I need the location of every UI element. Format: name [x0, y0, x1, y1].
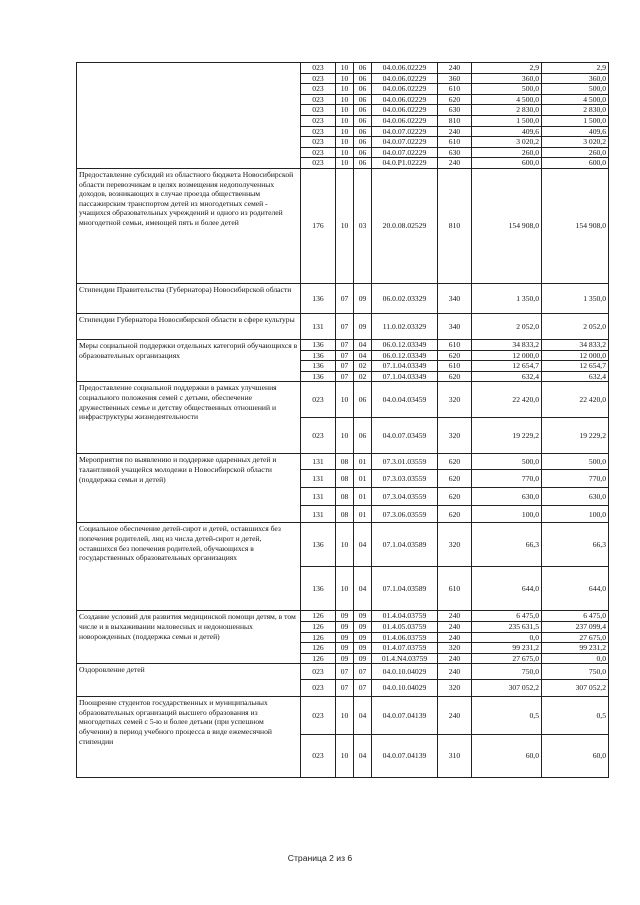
- cell-a: 136: [301, 523, 336, 567]
- cell-f: 1 500,0: [472, 115, 542, 126]
- cell-e: 810: [438, 115, 472, 126]
- table-row: [77, 313, 609, 339]
- cell-f: 4 500,0: [472, 94, 542, 105]
- cell-a: 131: [301, 313, 336, 339]
- cell-c: 06: [354, 126, 372, 137]
- cell-d: 06.0.02.03329: [372, 283, 438, 313]
- cell-c: 01: [354, 506, 372, 523]
- cell-g: 0,5: [542, 697, 609, 735]
- cell-d: 04.0.06.02229: [372, 115, 438, 126]
- cell-g: 27 675,0: [542, 632, 609, 643]
- cell-b: 08: [336, 506, 354, 523]
- cell-c: 01: [354, 488, 372, 506]
- cell-b: 08: [336, 488, 354, 506]
- cell-e: 240: [438, 158, 472, 169]
- cell-d: 04.0.10.04029: [372, 664, 438, 680]
- cell-f: 19 229,2: [472, 418, 542, 454]
- cell-a: 131: [301, 470, 336, 488]
- cell-c: 06: [354, 137, 372, 148]
- cell-f: 12 000,0: [472, 350, 542, 361]
- cell-c: 09: [354, 313, 372, 339]
- cell-d: 01.4.06.03759: [372, 632, 438, 643]
- cell-d: 04.0.10.04029: [372, 680, 438, 697]
- cell-a: 023: [301, 664, 336, 680]
- cell-g: 99 231,2: [542, 643, 609, 654]
- cell-d: 06.0.12.03349: [372, 350, 438, 361]
- cell-e: 240: [438, 697, 472, 735]
- cell-b: 10: [336, 735, 354, 778]
- cell-a: 023: [301, 63, 336, 74]
- cell-f: 770,0: [472, 470, 542, 488]
- cell-g: 1 500,0: [542, 115, 609, 126]
- cell-a: 023: [301, 697, 336, 735]
- cell-e: 320: [438, 382, 472, 418]
- cell-b: 10: [336, 147, 354, 158]
- cell-c: 06: [354, 84, 372, 95]
- cell-e: 340: [438, 313, 472, 339]
- cell-e: 360: [438, 73, 472, 84]
- cell-f: 0,0: [472, 632, 542, 643]
- cell-c: 06: [354, 382, 372, 418]
- cell-g: 34 833,2: [542, 339, 609, 350]
- cell-g: 260,0: [542, 147, 609, 158]
- cell-d: 07.1.04.03589: [372, 567, 438, 611]
- cell-g: 409,6: [542, 126, 609, 137]
- cell-e: 630: [438, 147, 472, 158]
- table-row: [77, 382, 609, 418]
- cell-a: 136: [301, 283, 336, 313]
- cell-g: 500,0: [542, 84, 609, 95]
- cell-d: 04.0.04.03459: [372, 382, 438, 418]
- cell-f: 500,0: [472, 84, 542, 95]
- cell-b: 07: [336, 313, 354, 339]
- cell-d: 04.0.06.02229: [372, 94, 438, 105]
- table-row: [77, 63, 609, 74]
- expense-name-cell: Стипендии Губернатора Новосибирской области в сфере культуры: [77, 313, 301, 339]
- cell-b: 10: [336, 418, 354, 454]
- cell-a: 131: [301, 506, 336, 523]
- cell-d: 04.0.07.02229: [372, 126, 438, 137]
- cell-d: 07.1.04.03349: [372, 371, 438, 382]
- expense-name-cell: Стипендии Правительства (Губернатора) Новосибирской области: [77, 283, 301, 313]
- cell-f: 154 908,0: [472, 168, 542, 283]
- cell-f: 6 475,0: [472, 611, 542, 622]
- cell-a: 023: [301, 115, 336, 126]
- cell-a: 023: [301, 73, 336, 84]
- table-row: [77, 168, 609, 283]
- cell-f: 27 675,0: [472, 653, 542, 664]
- cell-g: 12 654,7: [542, 361, 609, 372]
- expense-name-cell: Поощрение студентов государственных и муниципальных образовательных организаций высшего образования из многодетных семей с 5-ю и более детьми (при успешном обучении) в период учебного процесса в виде ежемесячной стипендии: [77, 697, 301, 778]
- cell-d: 07.3.03.03559: [372, 470, 438, 488]
- table-row: [77, 339, 609, 350]
- cell-c: 07: [354, 664, 372, 680]
- cell-c: 04: [354, 697, 372, 735]
- cell-g: 2 052,0: [542, 313, 609, 339]
- cell-d: 07.3.01.03559: [372, 454, 438, 470]
- cell-g: 644,0: [542, 567, 609, 611]
- budget-table-page: [76, 62, 608, 778]
- cell-d: 04.0.06.02229: [372, 63, 438, 74]
- cell-d: 11.0.02.03329: [372, 313, 438, 339]
- cell-f: 409,6: [472, 126, 542, 137]
- table-row: [77, 454, 609, 470]
- expense-name-cell: [77, 63, 301, 169]
- cell-d: 20.0.08.02529: [372, 168, 438, 283]
- cell-c: 09: [354, 283, 372, 313]
- cell-g: 600,0: [542, 158, 609, 169]
- cell-f: 60,0: [472, 735, 542, 778]
- cell-c: 09: [354, 621, 372, 632]
- cell-f: 22 420,0: [472, 382, 542, 418]
- cell-c: 06: [354, 94, 372, 105]
- cell-b: 10: [336, 158, 354, 169]
- cell-b: 10: [336, 84, 354, 95]
- cell-c: 02: [354, 371, 372, 382]
- cell-b: 10: [336, 73, 354, 84]
- cell-a: 023: [301, 418, 336, 454]
- cell-b: 09: [336, 643, 354, 654]
- cell-a: 131: [301, 488, 336, 506]
- cell-f: 12 654,7: [472, 361, 542, 372]
- expense-name-cell: Предоставление субсидий из областного бюджета Новосибирской области перевозчикам в целях возмещения недополученных доходов, возникающих в случае проезда общественным пассажирским транспортом детей из многодетных семей - учащихся образовательных учреждений и одного из родителей многодетной семьи, имеющей пять и более детей: [77, 168, 301, 283]
- cell-b: 10: [336, 382, 354, 418]
- cell-g: 2 830,0: [542, 105, 609, 116]
- cell-f: 2 052,0: [472, 313, 542, 339]
- cell-e: 610: [438, 567, 472, 611]
- cell-c: 06: [354, 63, 372, 74]
- cell-a: 023: [301, 735, 336, 778]
- cell-e: 240: [438, 653, 472, 664]
- cell-c: 09: [354, 611, 372, 622]
- cell-d: 01.4.05.03759: [372, 621, 438, 632]
- expense-name-cell: Оздоровление детей: [77, 664, 301, 697]
- cell-e: 620: [438, 506, 472, 523]
- expense-name-cell: Создание условий для развития медицинской помощи детям, в том числе и в выхаживании маловесных и недоношенных новорожденных (поддержка семьи и детей): [77, 611, 301, 664]
- cell-d: 04.0.07.02229: [372, 137, 438, 148]
- cell-c: 06: [354, 115, 372, 126]
- cell-e: 610: [438, 339, 472, 350]
- table-row: [77, 523, 609, 567]
- cell-a: 023: [301, 382, 336, 418]
- cell-f: 260,0: [472, 147, 542, 158]
- cell-a: 023: [301, 147, 336, 158]
- cell-b: 10: [336, 697, 354, 735]
- cell-e: 340: [438, 283, 472, 313]
- cell-b: 07: [336, 339, 354, 350]
- cell-c: 07: [354, 680, 372, 697]
- cell-d: 07.3.04.03559: [372, 488, 438, 506]
- cell-g: 4 500,0: [542, 94, 609, 105]
- cell-b: 10: [336, 523, 354, 567]
- cell-a: 136: [301, 361, 336, 372]
- cell-g: 19 229,2: [542, 418, 609, 454]
- cell-e: 620: [438, 350, 472, 361]
- cell-f: 307 052,2: [472, 680, 542, 697]
- table-row: [77, 283, 609, 313]
- expense-name-cell: Предоставление социальной поддержки в рамках улучшения социального положения семей с детьми, обеспечение дружественных семье и детству общественных отношений и инфраструктуры жизнедеятельности: [77, 382, 301, 454]
- cell-a: 023: [301, 84, 336, 95]
- cell-f: 0,5: [472, 697, 542, 735]
- cell-b: 09: [336, 611, 354, 622]
- cell-c: 06: [354, 105, 372, 116]
- cell-g: 3 020,2: [542, 137, 609, 148]
- cell-g: 307 052,2: [542, 680, 609, 697]
- cell-e: 620: [438, 470, 472, 488]
- cell-e: 630: [438, 105, 472, 116]
- cell-b: 08: [336, 454, 354, 470]
- cell-d: 04.0.06.02229: [372, 73, 438, 84]
- cell-d: 04.0.07.04139: [372, 735, 438, 778]
- cell-a: 136: [301, 371, 336, 382]
- cell-g: 630,0: [542, 488, 609, 506]
- cell-b: 10: [336, 63, 354, 74]
- cell-a: 126: [301, 653, 336, 664]
- cell-f: 644,0: [472, 567, 542, 611]
- cell-g: 2,9: [542, 63, 609, 74]
- cell-a: 136: [301, 339, 336, 350]
- table-row: [77, 697, 609, 735]
- cell-f: 2,9: [472, 63, 542, 74]
- cell-b: 09: [336, 653, 354, 664]
- cell-f: 600,0: [472, 158, 542, 169]
- cell-g: 22 420,0: [542, 382, 609, 418]
- cell-e: 240: [438, 126, 472, 137]
- cell-e: 610: [438, 84, 472, 95]
- cell-g: 66,3: [542, 523, 609, 567]
- cell-b: 07: [336, 680, 354, 697]
- cell-c: 03: [354, 168, 372, 283]
- cell-b: 07: [336, 283, 354, 313]
- expense-name-cell: Социальное обеспечение детей-сирот и детей, оставшихся без попечения родителей, лиц из числа детей-сирот и детей, оставшихся без попечения родителей, обучающихся в государственных образовательных организациях: [77, 523, 301, 611]
- cell-c: 04: [354, 735, 372, 778]
- cell-e: 810: [438, 168, 472, 283]
- cell-g: 6 475,0: [542, 611, 609, 622]
- cell-d: 01.4.07.03759: [372, 643, 438, 654]
- cell-d: 07.3.06.03559: [372, 506, 438, 523]
- cell-a: 126: [301, 611, 336, 622]
- cell-g: 12 000,0: [542, 350, 609, 361]
- cell-e: 620: [438, 94, 472, 105]
- cell-c: 06: [354, 418, 372, 454]
- cell-g: 237 099,4: [542, 621, 609, 632]
- cell-g: 0,0: [542, 653, 609, 664]
- cell-b: 07: [336, 350, 354, 361]
- cell-b: 07: [336, 371, 354, 382]
- cell-b: 10: [336, 126, 354, 137]
- cell-g: 154 908,0: [542, 168, 609, 283]
- cell-b: 10: [336, 94, 354, 105]
- cell-g: 1 350,0: [542, 283, 609, 313]
- cell-a: 023: [301, 158, 336, 169]
- cell-e: 320: [438, 418, 472, 454]
- table-row: [77, 611, 609, 622]
- cell-e: 610: [438, 137, 472, 148]
- cell-a: 126: [301, 643, 336, 654]
- cell-c: 01: [354, 470, 372, 488]
- cell-b: 07: [336, 664, 354, 680]
- cell-d: 04.0.06.02229: [372, 105, 438, 116]
- cell-e: 620: [438, 454, 472, 470]
- budget-table: [76, 62, 609, 778]
- cell-c: 01: [354, 454, 372, 470]
- cell-c: 06: [354, 73, 372, 84]
- cell-b: 09: [336, 632, 354, 643]
- cell-b: 08: [336, 470, 354, 488]
- cell-g: 770,0: [542, 470, 609, 488]
- cell-c: 04: [354, 567, 372, 611]
- cell-a: 126: [301, 621, 336, 632]
- cell-g: 750,0: [542, 664, 609, 680]
- cell-f: 1 350,0: [472, 283, 542, 313]
- cell-g: 60,0: [542, 735, 609, 778]
- cell-c: 06: [354, 147, 372, 158]
- cell-f: 2 830,0: [472, 105, 542, 116]
- budget-table-body: [77, 63, 609, 778]
- cell-a: 023: [301, 94, 336, 105]
- cell-d: 04.0.07.04139: [372, 697, 438, 735]
- cell-d: 01.4.04.03759: [372, 611, 438, 622]
- cell-g: 500,0: [542, 454, 609, 470]
- cell-b: 10: [336, 168, 354, 283]
- cell-b: 07: [336, 361, 354, 372]
- cell-d: 04.0.07.02229: [372, 147, 438, 158]
- cell-d: 04.0.P1.02229: [372, 158, 438, 169]
- cell-f: 3 020,2: [472, 137, 542, 148]
- cell-f: 750,0: [472, 664, 542, 680]
- cell-e: 310: [438, 735, 472, 778]
- cell-a: 126: [301, 632, 336, 643]
- expense-name-cell: Меры социальной поддержки отдельных категорий обучающихся в образовательных организациях: [77, 339, 301, 381]
- cell-e: 320: [438, 680, 472, 697]
- cell-e: 610: [438, 361, 472, 372]
- cell-c: 09: [354, 653, 372, 664]
- cell-c: 04: [354, 339, 372, 350]
- cell-b: 10: [336, 137, 354, 148]
- cell-d: 07.1.04.03589: [372, 523, 438, 567]
- cell-f: 630,0: [472, 488, 542, 506]
- cell-b: 10: [336, 567, 354, 611]
- cell-f: 632,4: [472, 371, 542, 382]
- cell-f: 99 231,2: [472, 643, 542, 654]
- cell-e: 240: [438, 632, 472, 643]
- cell-a: 023: [301, 105, 336, 116]
- cell-a: 136: [301, 567, 336, 611]
- expense-name-cell: Мероприятия по выявлению и поддержке одаренных детей и талантливой учащейся молодежи в Новосибирской области (поддержка семьи и детей): [77, 454, 301, 523]
- cell-f: 66,3: [472, 523, 542, 567]
- cell-e: 620: [438, 488, 472, 506]
- cell-f: 500,0: [472, 454, 542, 470]
- cell-b: 10: [336, 115, 354, 126]
- cell-b: 09: [336, 621, 354, 632]
- cell-g: 632,4: [542, 371, 609, 382]
- cell-a: 023: [301, 126, 336, 137]
- cell-a: 023: [301, 137, 336, 148]
- cell-d: 06.0.12.03349: [372, 339, 438, 350]
- table-row: [77, 664, 609, 680]
- cell-c: 09: [354, 632, 372, 643]
- cell-c: 09: [354, 643, 372, 654]
- cell-g: 100,0: [542, 506, 609, 523]
- cell-d: 04.0.07.03459: [372, 418, 438, 454]
- cell-g: 360,0: [542, 73, 609, 84]
- cell-e: 240: [438, 664, 472, 680]
- cell-a: 131: [301, 454, 336, 470]
- cell-b: 10: [336, 105, 354, 116]
- cell-d: 04.0.06.02229: [372, 84, 438, 95]
- cell-c: 04: [354, 523, 372, 567]
- cell-e: 240: [438, 63, 472, 74]
- cell-e: 240: [438, 611, 472, 622]
- cell-d: 01.4.N4.03759: [372, 653, 438, 664]
- cell-a: 176: [301, 168, 336, 283]
- cell-c: 06: [354, 158, 372, 169]
- cell-f: 360,0: [472, 73, 542, 84]
- cell-e: 320: [438, 523, 472, 567]
- cell-e: 240: [438, 621, 472, 632]
- cell-f: 235 631,5: [472, 621, 542, 632]
- cell-e: 620: [438, 371, 472, 382]
- cell-d: 07.1.04.03349: [372, 361, 438, 372]
- cell-a: 023: [301, 680, 336, 697]
- cell-c: 04: [354, 350, 372, 361]
- page-footer: Страница 2 из 6: [287, 853, 353, 863]
- cell-c: 02: [354, 361, 372, 372]
- cell-f: 100,0: [472, 506, 542, 523]
- cell-e: 320: [438, 643, 472, 654]
- cell-f: 34 833,2: [472, 339, 542, 350]
- cell-a: 136: [301, 350, 336, 361]
